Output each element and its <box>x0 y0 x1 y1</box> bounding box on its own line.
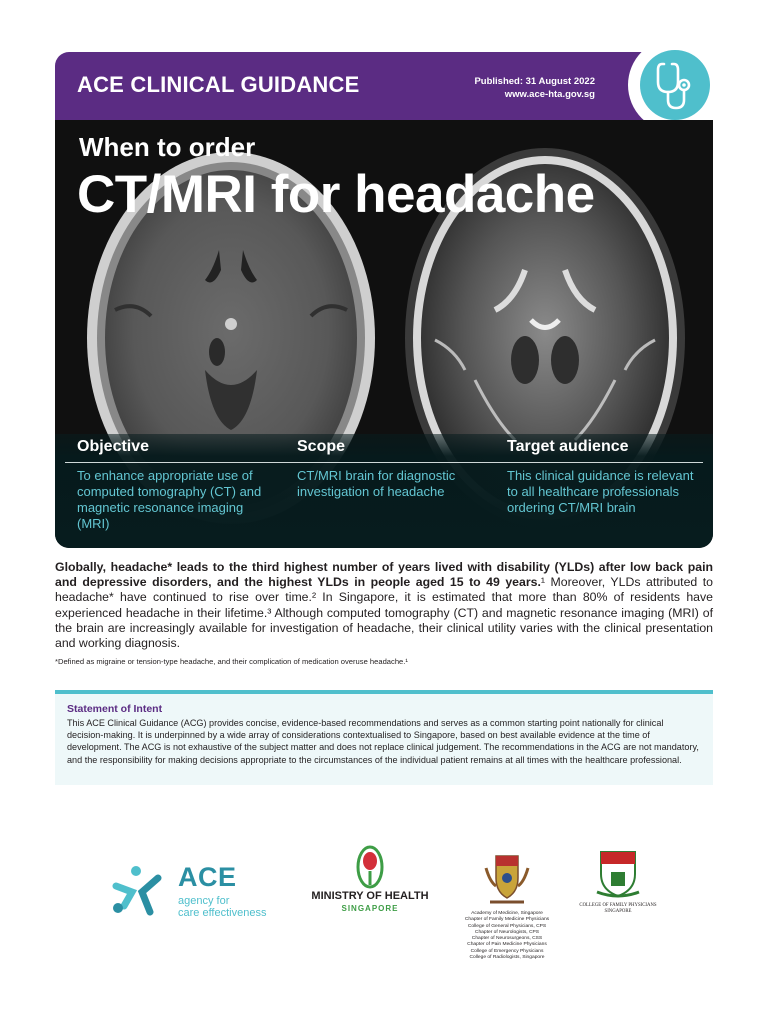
academy-line: Chapter of Neurosurgeons, CSS <box>471 936 543 942</box>
statement-text: This ACE Clinical Guidance (ACG) provides concise, evidence-based recommendations and serves as a common starting point nationally for clinical decision-making. It is underpinned by a wide array of considerations contextualised to Singapore, based on best available evidence at the time of development. The ACG is not exhaustive of the subject matter and does not replace clinical judgement. The recommendations in the ACG are not mandatory, and the responsibility for making decisions appropriate to the circumstances of the individual patient remains at all times with the healthcare professional. <box>67 718 699 765</box>
academy-line: Chapter of Family Medicine Physicians <box>464 917 550 923</box>
college-of-family-physicians-logo <box>578 848 658 918</box>
stethoscope-badge <box>628 38 722 132</box>
target-audience-text: This clinical guidance is relevant to all healthcare professionals ordering CT/MRI brain <box>507 468 694 515</box>
stethoscope-icon <box>640 50 710 120</box>
moh-logo <box>305 845 445 920</box>
academy-of-medicine-logo <box>452 848 562 963</box>
moh-emblem-icon <box>350 845 390 889</box>
academy-chapters <box>452 911 562 961</box>
hero-subtitle: When to order <box>79 132 256 162</box>
academy-line: Academy of Medicine, Singapore <box>471 911 543 916</box>
objective-heading: Objective <box>77 438 150 455</box>
publication-info <box>474 75 595 101</box>
ace-logo <box>110 862 290 922</box>
intro-bold-text: Globally, headache* leads to the third highest number of years lived with disability (YLDs) after low back pain and depressive disorders, and the highest YLDs in people aged 15 to 49 years. <box>55 560 713 590</box>
ace-tagline-line1: agency for <box>178 895 230 907</box>
target-audience-heading: Target audience <box>507 438 629 455</box>
cfps-crest-icon <box>595 848 641 900</box>
objective-text: To enhance appropriate use of computed tomography (CT) and magnetic resonance imaging (MRI) <box>77 468 262 531</box>
objective-section <box>77 438 277 532</box>
academy-line: College of General Physicians, CPS <box>467 923 547 929</box>
moh-name: MINISTRY OF HEALTH <box>311 890 429 902</box>
statement-title: Statement of Intent <box>67 703 163 715</box>
cfps-line: SINGAPORE <box>604 909 632 914</box>
intro-text: ¹ Moreover, YLDs attributed to headache* have continued to rise over time.² In Singapore, it is estimated that more than 80% of residents have experienced headache in their lifetime.³ Although computed tomography (CT) and magnetic resonance imaging (MRI) of the brain are increasingly available for investigation of headache, their clinical utility varies with the clinical presentation and working diagnosis. <box>55 575 713 651</box>
moh-country: SINGAPORE <box>341 904 399 913</box>
intro-paragraph <box>55 560 713 651</box>
scope-heading: Scope <box>297 438 346 455</box>
academy-crest-icon <box>482 848 532 908</box>
footnote: *Defined as migraine or tension-type headache, and their complication of medication overuse headache.¹ <box>55 657 408 666</box>
scope-section <box>297 438 487 500</box>
cfps-line: COLLEGE OF FAMILY PHYSICIANS <box>579 903 657 908</box>
ace-tagline-line2: care effectiveness <box>178 907 267 919</box>
hero-title: CT/MRI for headache <box>77 165 595 224</box>
ace-name: ACE <box>178 862 237 892</box>
published-date: Published: 31 August 2022 <box>474 76 595 87</box>
scope-text: CT/MRI brain for diagnostic investigation of headache <box>297 468 456 499</box>
website-link[interactable]: www.ace-hta.gov.sg <box>504 89 595 100</box>
ace-figure-icon <box>110 862 170 922</box>
cfps-name <box>578 903 658 915</box>
target-audience-section <box>507 438 697 516</box>
hero-panel <box>55 120 713 548</box>
academy-line: Chapter of Neurologists, CPS <box>474 929 540 935</box>
header-title: ACE CLINICAL GUIDANCE <box>77 72 360 97</box>
header-bar <box>55 52 655 120</box>
ace-tagline <box>178 895 266 919</box>
academy-line: College of Emergency Physicians <box>470 948 544 954</box>
academy-line: Chapter of Pain Medicine Physicians <box>467 942 547 948</box>
statement-of-intent-box <box>55 690 713 785</box>
academy-line: College of Radiologists, Singapore <box>469 955 545 961</box>
